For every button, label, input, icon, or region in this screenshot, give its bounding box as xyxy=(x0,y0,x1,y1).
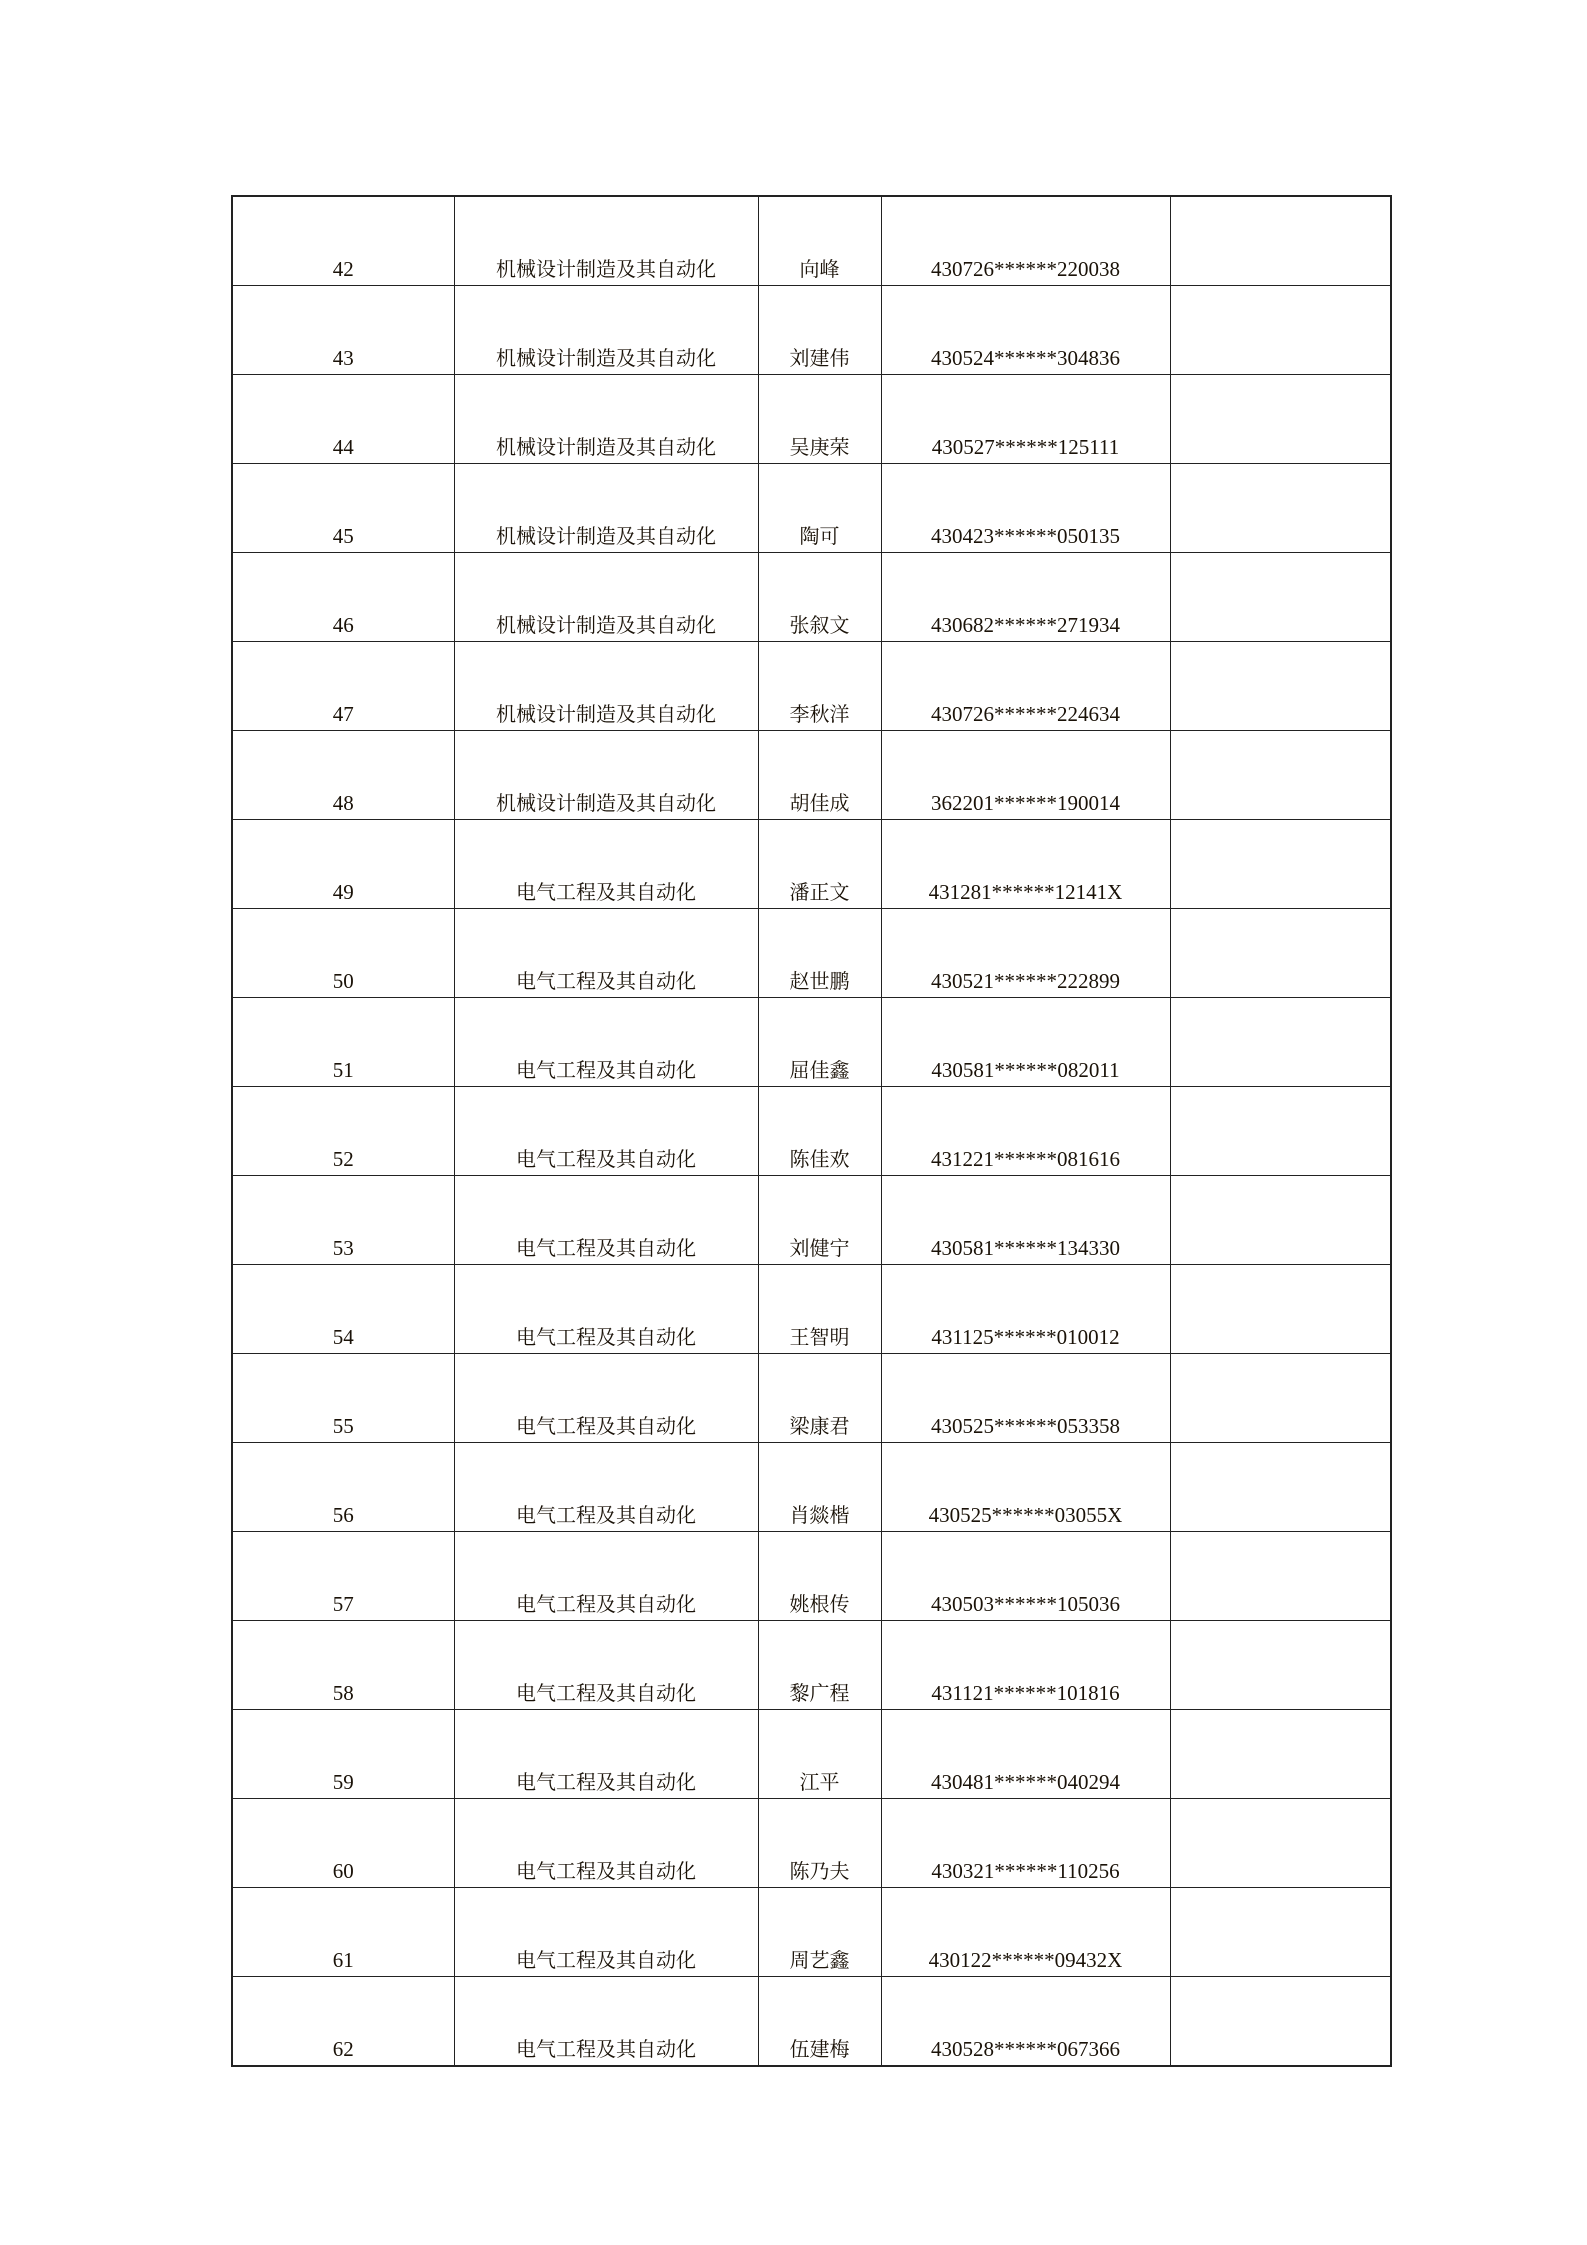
table-row xyxy=(232,1710,1391,1799)
major-cell: 机械设计制造及其自动化 xyxy=(454,553,758,642)
major-cell: 电气工程及其自动化 xyxy=(454,1888,758,1977)
id-number-cell: 431221******081616 xyxy=(881,1087,1170,1176)
table-row xyxy=(232,820,1391,909)
remark-cell xyxy=(1170,1087,1391,1176)
name-cell: 周艺鑫 xyxy=(758,1888,881,1977)
table-row xyxy=(232,1354,1391,1443)
row-number: 57 xyxy=(232,1532,454,1621)
remark-cell xyxy=(1170,1799,1391,1888)
major-cell: 电气工程及其自动化 xyxy=(454,1532,758,1621)
name-cell: 陈乃夫 xyxy=(758,1799,881,1888)
remark-cell xyxy=(1170,731,1391,820)
row-number: 46 xyxy=(232,553,454,642)
row-number: 55 xyxy=(232,1354,454,1443)
table-row xyxy=(232,909,1391,998)
id-number-cell: 430682******271934 xyxy=(881,553,1170,642)
name-cell: 黎广程 xyxy=(758,1621,881,1710)
name-cell: 张叙文 xyxy=(758,553,881,642)
major-cell: 电气工程及其自动化 xyxy=(454,1176,758,1265)
table-row xyxy=(232,642,1391,731)
name-cell: 潘正文 xyxy=(758,820,881,909)
table-row xyxy=(232,1977,1391,2067)
major-cell: 电气工程及其自动化 xyxy=(454,1265,758,1354)
remark-cell xyxy=(1170,375,1391,464)
id-number-cell: 430525******053358 xyxy=(881,1354,1170,1443)
table-row xyxy=(232,464,1391,553)
remark-cell xyxy=(1170,1621,1391,1710)
row-number: 62 xyxy=(232,1977,454,2067)
major-cell: 机械设计制造及其自动化 xyxy=(454,286,758,375)
name-cell: 王智明 xyxy=(758,1265,881,1354)
row-number: 61 xyxy=(232,1888,454,1977)
name-cell: 胡佳成 xyxy=(758,731,881,820)
table-row xyxy=(232,375,1391,464)
remark-cell xyxy=(1170,998,1391,1087)
id-number-cell: 430525******03055X xyxy=(881,1443,1170,1532)
id-number-cell: 430521******222899 xyxy=(881,909,1170,998)
table-row xyxy=(232,1621,1391,1710)
remark-cell xyxy=(1170,1888,1391,1977)
remark-cell xyxy=(1170,1354,1391,1443)
id-number-cell: 430503******105036 xyxy=(881,1532,1170,1621)
remark-cell xyxy=(1170,820,1391,909)
row-number: 52 xyxy=(232,1087,454,1176)
row-number: 50 xyxy=(232,909,454,998)
id-number-cell: 430423******050135 xyxy=(881,464,1170,553)
major-cell: 电气工程及其自动化 xyxy=(454,1710,758,1799)
remark-cell xyxy=(1170,909,1391,998)
row-number: 54 xyxy=(232,1265,454,1354)
table-row xyxy=(232,731,1391,820)
name-cell: 江平 xyxy=(758,1710,881,1799)
id-number-cell: 430581******082011 xyxy=(881,998,1170,1087)
name-cell: 伍建梅 xyxy=(758,1977,881,2067)
major-cell: 机械设计制造及其自动化 xyxy=(454,464,758,553)
row-number: 43 xyxy=(232,286,454,375)
major-cell: 电气工程及其自动化 xyxy=(454,998,758,1087)
name-cell: 梁康君 xyxy=(758,1354,881,1443)
table-row xyxy=(232,553,1391,642)
name-cell: 陶可 xyxy=(758,464,881,553)
remark-cell xyxy=(1170,1977,1391,2067)
name-cell: 刘建伟 xyxy=(758,286,881,375)
major-cell: 机械设计制造及其自动化 xyxy=(454,375,758,464)
remark-cell xyxy=(1170,1532,1391,1621)
major-cell: 机械设计制造及其自动化 xyxy=(454,731,758,820)
id-number-cell: 430528******067366 xyxy=(881,1977,1170,2067)
major-cell: 电气工程及其自动化 xyxy=(454,909,758,998)
table-row xyxy=(232,1443,1391,1532)
row-number: 45 xyxy=(232,464,454,553)
major-cell: 电气工程及其自动化 xyxy=(454,1354,758,1443)
id-number-cell: 430581******134330 xyxy=(881,1176,1170,1265)
major-cell: 电气工程及其自动化 xyxy=(454,1443,758,1532)
remark-cell xyxy=(1170,1176,1391,1265)
name-cell: 刘健宁 xyxy=(758,1176,881,1265)
major-cell: 电气工程及其自动化 xyxy=(454,1977,758,2067)
table-row xyxy=(232,196,1391,286)
remark-cell xyxy=(1170,286,1391,375)
remark-cell xyxy=(1170,1443,1391,1532)
id-number-cell: 362201******190014 xyxy=(881,731,1170,820)
name-cell: 李秋洋 xyxy=(758,642,881,731)
remark-cell xyxy=(1170,1265,1391,1354)
major-cell: 电气工程及其自动化 xyxy=(454,820,758,909)
major-cell: 机械设计制造及其自动化 xyxy=(454,196,758,286)
row-number: 53 xyxy=(232,1176,454,1265)
table-row xyxy=(232,1532,1391,1621)
major-cell: 机械设计制造及其自动化 xyxy=(454,642,758,731)
table-row xyxy=(232,286,1391,375)
remark-cell xyxy=(1170,464,1391,553)
remark-cell xyxy=(1170,1710,1391,1799)
row-number: 49 xyxy=(232,820,454,909)
name-cell: 姚根传 xyxy=(758,1532,881,1621)
id-number-cell: 430122******09432X xyxy=(881,1888,1170,1977)
id-number-cell: 430321******110256 xyxy=(881,1799,1170,1888)
table-row xyxy=(232,1176,1391,1265)
row-number: 58 xyxy=(232,1621,454,1710)
name-cell: 陈佳欢 xyxy=(758,1087,881,1176)
table-row xyxy=(232,1265,1391,1354)
row-number: 56 xyxy=(232,1443,454,1532)
major-cell: 电气工程及其自动化 xyxy=(454,1087,758,1176)
row-number: 59 xyxy=(232,1710,454,1799)
remark-cell xyxy=(1170,553,1391,642)
table-row xyxy=(232,1888,1391,1977)
row-number: 48 xyxy=(232,731,454,820)
id-number-cell: 430524******304836 xyxy=(881,286,1170,375)
row-number: 44 xyxy=(232,375,454,464)
name-cell: 向峰 xyxy=(758,196,881,286)
id-number-cell: 430726******224634 xyxy=(881,642,1170,731)
name-cell: 吴庚荣 xyxy=(758,375,881,464)
id-number-cell: 431125******010012 xyxy=(881,1265,1170,1354)
table-row xyxy=(232,1087,1391,1176)
row-number: 60 xyxy=(232,1799,454,1888)
name-cell: 屈佳鑫 xyxy=(758,998,881,1087)
table-body xyxy=(232,196,1391,2066)
table-row xyxy=(232,1799,1391,1888)
major-cell: 电气工程及其自动化 xyxy=(454,1621,758,1710)
remark-cell xyxy=(1170,196,1391,286)
major-cell: 电气工程及其自动化 xyxy=(454,1799,758,1888)
name-cell: 赵世鹏 xyxy=(758,909,881,998)
id-number-cell: 430527******125111 xyxy=(881,375,1170,464)
row-number: 42 xyxy=(232,196,454,286)
id-number-cell: 430726******220038 xyxy=(881,196,1170,286)
remark-cell xyxy=(1170,642,1391,731)
student-list-table xyxy=(231,195,1392,2067)
name-cell: 肖燚楷 xyxy=(758,1443,881,1532)
table-row xyxy=(232,998,1391,1087)
row-number: 51 xyxy=(232,998,454,1087)
row-number: 47 xyxy=(232,642,454,731)
id-number-cell: 431121******101816 xyxy=(881,1621,1170,1710)
id-number-cell: 430481******040294 xyxy=(881,1710,1170,1799)
id-number-cell: 431281******12141X xyxy=(881,820,1170,909)
